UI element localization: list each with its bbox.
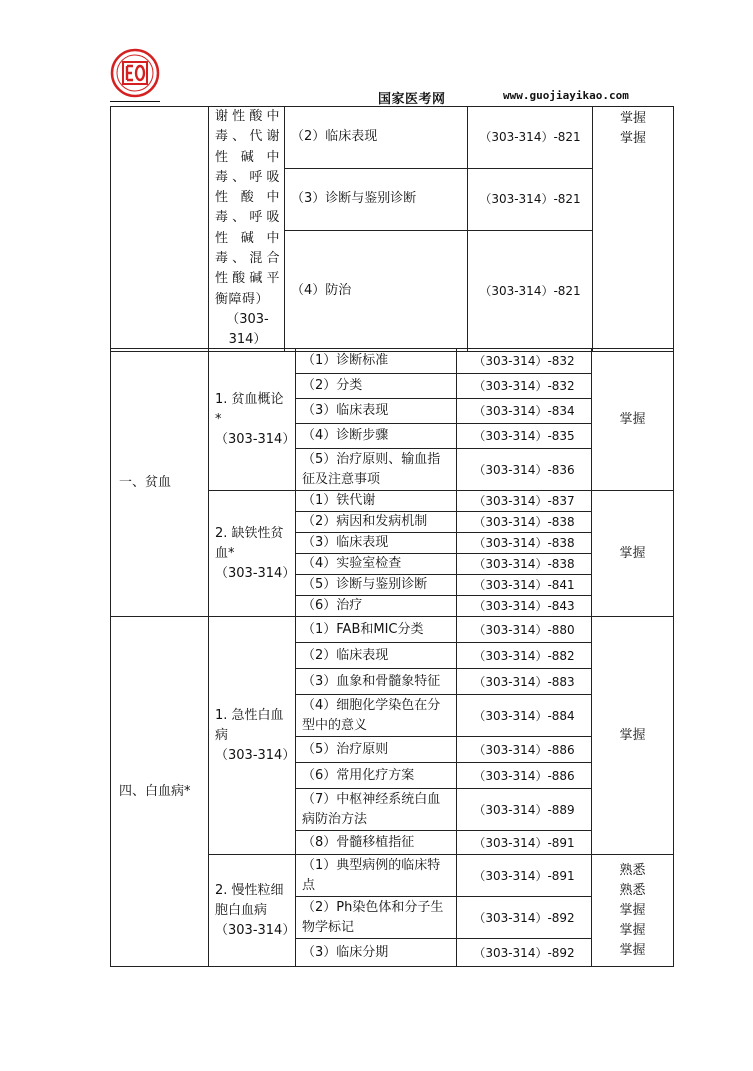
- unit-ref: （303-314）: [215, 922, 296, 938]
- table-row-code: （303-314）-838: [457, 554, 592, 575]
- unit-title: 2. 缺铁性贫血*: [215, 525, 284, 561]
- table-row-code: （303-314）-891: [457, 855, 592, 897]
- unit-title: 2. 慢性粒细胞白血病: [215, 882, 284, 918]
- table-row-code: （303-314）-835: [457, 424, 592, 449]
- table-row-item: （5）治疗原则、输血指征及注意事项: [296, 449, 457, 491]
- category-anemia: 一、贫血: [111, 349, 209, 617]
- table-row-item: （7）中枢神经系统白血病防治方法: [296, 789, 457, 831]
- table-row-code: （303-314）-832: [457, 374, 592, 399]
- table-row-item: （5）治疗原则: [296, 737, 457, 763]
- table-row-code: （303-314）-889: [457, 789, 592, 831]
- unit-ref: （303-314）: [226, 311, 269, 348]
- table-row-item: （1）FAB和MIC分类: [296, 617, 457, 643]
- level-text: 熟悉: [619, 862, 646, 878]
- table-row-item: （3）血象和骨髓象特征: [296, 669, 457, 695]
- table-row-code: （303-314）-838: [457, 512, 592, 533]
- table-row-code: （303-314）-821: [468, 168, 593, 230]
- table-row-code: （303-314）-880: [457, 617, 592, 643]
- unit-title: 1. 急性白血病: [215, 707, 284, 743]
- table-row-code: （303-314）-886: [457, 763, 592, 789]
- table-row-item: （6）常用化疗方案: [296, 763, 457, 789]
- table-row-item: （8）骨髓移植指征: [296, 831, 457, 855]
- level-text: 掌握: [619, 922, 646, 938]
- level-cell: [593, 107, 674, 352]
- eo-logo-icon: [110, 48, 160, 98]
- level-text: 掌握: [619, 902, 646, 918]
- level-cell: 掌握: [592, 617, 674, 855]
- table-row-code: （303-314）-821: [468, 230, 593, 351]
- table-row-item: （2）临床表现: [285, 107, 468, 169]
- header-rule: [110, 101, 160, 102]
- unit-cell: [209, 349, 296, 491]
- table-row-code: （303-314）-821: [468, 107, 593, 169]
- site-url: www.guojiayikao.com: [503, 89, 629, 102]
- table-row-item: （1）诊断标准: [296, 349, 457, 374]
- table-row-item: （4）防治: [285, 230, 468, 351]
- table-row-code: （303-314）-892: [457, 939, 592, 967]
- level-text: 掌握: [619, 131, 646, 146]
- table-row-item: （3）诊断与鉴别诊断: [285, 168, 468, 230]
- table-row-code: （303-314）-886: [457, 737, 592, 763]
- table-row-code: （303-314）-836: [457, 449, 592, 491]
- table-row-code: （303-314）-891: [457, 831, 592, 855]
- table-row-code: （303-314）-882: [457, 643, 592, 669]
- table-row-item: （1）典型病例的临床特点: [296, 855, 457, 897]
- level-text: 熟悉: [619, 882, 646, 898]
- unit-text: 谢性酸中毒、代谢性碱中毒、呼吸性酸中毒、呼吸性碱中毒、混合性酸碱平衡障碍）: [215, 109, 280, 307]
- level-text: 掌握: [619, 942, 646, 958]
- table-row-item: （2）病因和发病机制: [296, 512, 457, 533]
- level-cell: 掌握: [592, 349, 674, 491]
- level-text: 掌握: [619, 111, 646, 126]
- category-leukemia: 四、白血病*: [111, 617, 209, 967]
- table-row-code: （303-314）-843: [457, 596, 592, 617]
- level-cell: 掌握: [592, 491, 674, 617]
- syllabus-table: [110, 348, 674, 967]
- site-name: 国家医考网: [378, 92, 446, 107]
- table-row-item: （2）Ph染色体和分子生物学标记: [296, 897, 457, 939]
- table-row-item: （2）临床表现: [296, 643, 457, 669]
- unit-cell: [209, 855, 296, 967]
- category-cell-empty: [111, 107, 209, 352]
- table-row-item: （6）治疗: [296, 596, 457, 617]
- table-row-code: （303-314）-837: [457, 491, 592, 512]
- syllabus-table-continued: [110, 106, 674, 352]
- page-header: [110, 48, 672, 107]
- unit-cell: [209, 617, 296, 855]
- table-row-code: （303-314）-832: [457, 349, 592, 374]
- table-row-item: （4）实验室检查: [296, 554, 457, 575]
- table-row-item: （3）临床分期: [296, 939, 457, 967]
- table-row-item: （5）诊断与鉴别诊断: [296, 575, 457, 596]
- table-row-item: （3）临床表现: [296, 399, 457, 424]
- unit-ref: （303-314）: [215, 565, 296, 581]
- table-row-code: （303-314）-883: [457, 669, 592, 695]
- unit-ref: （303-314）: [215, 431, 296, 447]
- unit-title: 1. 贫血概论*: [215, 391, 284, 427]
- level-cell: [592, 855, 674, 967]
- table-row-item: （1）铁代谢: [296, 491, 457, 512]
- table-row-code: （303-314）-841: [457, 575, 592, 596]
- unit-cell: [209, 491, 296, 617]
- table-row-item: （2）分类: [296, 374, 457, 399]
- unit-cell: [209, 107, 285, 352]
- table-row-code: （303-314）-834: [457, 399, 592, 424]
- table-row-item: （3）临床表现: [296, 533, 457, 554]
- table-row-item: （4）诊断步骤: [296, 424, 457, 449]
- table-row-item: （4）细胞化学染色在分型中的意义: [296, 695, 457, 737]
- table-row-code: （303-314）-838: [457, 533, 592, 554]
- table-row-code: （303-314）-892: [457, 897, 592, 939]
- table-row-code: （303-314）-884: [457, 695, 592, 737]
- unit-ref: （303-314）: [215, 747, 296, 763]
